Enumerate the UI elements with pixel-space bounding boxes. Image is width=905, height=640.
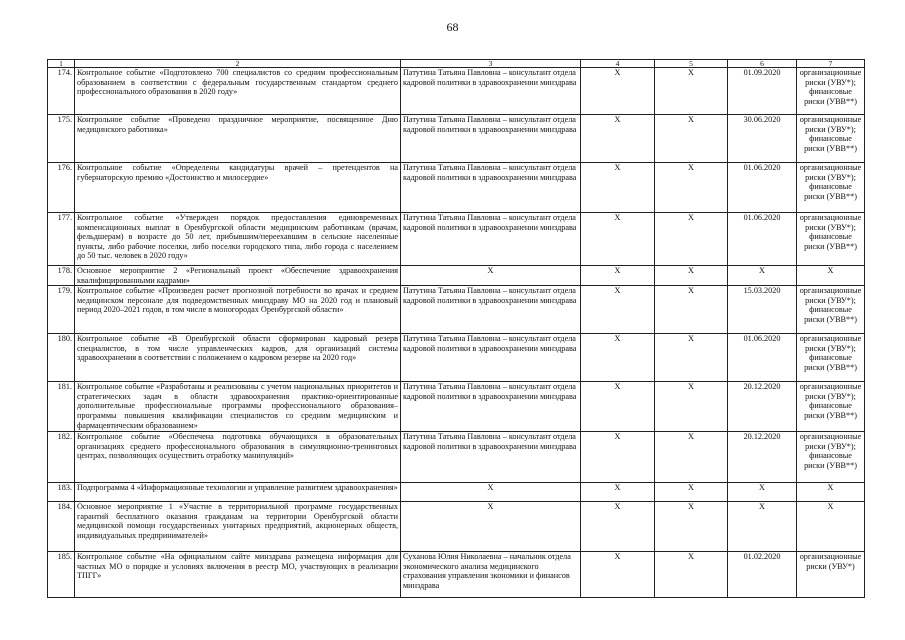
date-cell: 01.06.2020 bbox=[728, 334, 797, 382]
responsible-cell: Патутина Татьяна Павловна – консультант отдела кадровой политики в здравоохранении минздрава bbox=[401, 213, 581, 266]
column-4-cell: X bbox=[581, 432, 655, 483]
row-number-cell: 176. bbox=[48, 163, 75, 213]
header-cell: 3 bbox=[401, 60, 581, 68]
table-row bbox=[48, 115, 865, 163]
event-name-cell: Основное мероприятие 2 «Региональный проект «Обеспечение здравоохранения квалифицированными кадрами» bbox=[75, 266, 401, 286]
table-row bbox=[48, 382, 865, 432]
column-5-cell: X bbox=[655, 115, 728, 163]
responsible-cell: Патутина Татьяна Павловна – консультант отдела кадровой политики в здравоохранении минздрава bbox=[401, 68, 581, 115]
row-number-cell: 182. bbox=[48, 432, 75, 483]
column-5-cell: X bbox=[655, 552, 728, 598]
risk-cell: организационные риски (УВУ*); финансовые риски (УВВ**) bbox=[797, 115, 865, 163]
responsible-cell: Патутина Татьяна Павловна – консультант отдела кадровой политики в здравоохранении минздрава bbox=[401, 286, 581, 334]
column-5-cell: X bbox=[655, 483, 728, 502]
column-4-cell: X bbox=[581, 115, 655, 163]
date-cell: 01.02.2020 bbox=[728, 552, 797, 598]
page-number: 68 bbox=[446, 20, 459, 34]
column-4-cell: X bbox=[581, 266, 655, 286]
header-cell: 2 bbox=[75, 60, 401, 68]
column-4-cell: X bbox=[581, 163, 655, 213]
table-header-row bbox=[48, 60, 865, 68]
column-5-cell: X bbox=[655, 213, 728, 266]
event-name-cell: Контрольное событие «Разработаны и реализованы с учетом национальных приоритетов и стратегических задач в области здравоохранения практико-ориентированные дополнительные профессиональные программы профессионального образования–программы повышения квалификации специалистов со средним медицинским и фармацевтическим образованием» bbox=[75, 382, 401, 432]
header-cell: 6 bbox=[728, 60, 797, 68]
date-cell: X bbox=[728, 502, 797, 552]
table-row bbox=[48, 483, 865, 502]
date-cell: 01.06.2020 bbox=[728, 213, 797, 266]
row-number-cell: 180. bbox=[48, 334, 75, 382]
responsible-cell: Патутина Татьяна Павловна – консультант отдела кадровой политики в здравоохранении минздрава bbox=[401, 382, 581, 432]
date-cell: 20.12.2020 bbox=[728, 382, 797, 432]
table-row bbox=[48, 552, 865, 598]
event-name-cell: Основное мероприятие 1 «Участие в территориальной программе государственных гарантий бесплатного оказания гражданам на территории Оренбургской области медицинской помощи государственных унитарных предприятий, акционерных обществ, индивидуальных предпринимателей» bbox=[75, 502, 401, 552]
column-5-cell: X bbox=[655, 334, 728, 382]
column-4-cell: X bbox=[581, 213, 655, 266]
table-row bbox=[48, 334, 865, 382]
risk-cell: организационные риски (УВУ*); финансовые риски (УВВ**) bbox=[797, 432, 865, 483]
date-cell: 30.06.2020 bbox=[728, 115, 797, 163]
row-number-cell: 185. bbox=[48, 552, 75, 598]
event-name-cell: Контрольное событие «На официальном сайте минздрава размещена информация для частных МО о порядке и условиях включения в реестр МО, участвующих в реализации ТПГГ» bbox=[75, 552, 401, 598]
risk-cell: X bbox=[797, 266, 865, 286]
responsible-cell: Патутина Татьяна Павловна – консультант отдела кадровой политики в здравоохранении минздрава bbox=[401, 432, 581, 483]
row-number-cell: 178. bbox=[48, 266, 75, 286]
table-row bbox=[48, 68, 865, 115]
responsible-cell: X bbox=[401, 483, 581, 502]
table-row bbox=[48, 286, 865, 334]
row-number-cell: 175. bbox=[48, 115, 75, 163]
column-4-cell: X bbox=[581, 483, 655, 502]
event-name-cell: Контрольное событие «В Оренбургской области сформирован кадровый резерв специалистов, в том числе управленческих кадров, для организаций системы здравоохранения в соответствии с положением о кадровом резерве на 2020 год» bbox=[75, 334, 401, 382]
header-cell: 5 bbox=[655, 60, 728, 68]
responsible-cell: Патутина Татьяна Павловна – консультант отдела кадровой политики в здравоохранении минздрава bbox=[401, 115, 581, 163]
event-name-cell: Контрольное событие «Определены кандидатуры врачей – претендентов на губернаторскую премию «Достоинство и милосердие» bbox=[75, 163, 401, 213]
row-number-cell: 181. bbox=[48, 382, 75, 432]
column-5-cell: X bbox=[655, 286, 728, 334]
date-cell: X bbox=[728, 483, 797, 502]
date-cell: 20.12.2020 bbox=[728, 432, 797, 483]
responsible-cell: Суханова Юлия Николаевна – начальник отдела экономического анализа медицинского страхования управления экономики и финансов минздрава bbox=[401, 552, 581, 598]
risk-cell: организационные риски (УВУ*); финансовые риски (УВВ**) bbox=[797, 163, 865, 213]
column-4-cell: X bbox=[581, 334, 655, 382]
row-number-cell: 177. bbox=[48, 213, 75, 266]
row-number-cell: 179. bbox=[48, 286, 75, 334]
event-name-cell: Контрольное событие «Проведено праздничное мероприятие, посвященное Дню медицинского работника» bbox=[75, 115, 401, 163]
risk-cell: X bbox=[797, 483, 865, 502]
risk-cell: организационные риски (УВУ*); финансовые риски (УВВ**) bbox=[797, 68, 865, 115]
date-cell: 01.09.2020 bbox=[728, 68, 797, 115]
date-cell: X bbox=[728, 266, 797, 286]
date-cell: 01.06.2020 bbox=[728, 163, 797, 213]
column-5-cell: X bbox=[655, 502, 728, 552]
column-4-cell: X bbox=[581, 382, 655, 432]
responsible-cell: X bbox=[401, 266, 581, 286]
table-row bbox=[48, 432, 865, 483]
column-5-cell: X bbox=[655, 432, 728, 483]
risk-cell: организационные риски (УВУ*); финансовые риски (УВВ**) bbox=[797, 382, 865, 432]
table-row bbox=[48, 502, 865, 552]
column-5-cell: X bbox=[655, 68, 728, 115]
row-number-cell: 183. bbox=[48, 483, 75, 502]
header-cell: 7 bbox=[797, 60, 865, 68]
responsible-cell: X bbox=[401, 502, 581, 552]
risk-cell: организационные риски (УВУ*); финансовые риски (УВВ**) bbox=[797, 213, 865, 266]
date-cell: 15.03.2020 bbox=[728, 286, 797, 334]
column-4-cell: X bbox=[581, 68, 655, 115]
header-cell: 1 bbox=[48, 60, 75, 68]
column-5-cell: X bbox=[655, 266, 728, 286]
column-5-cell: X bbox=[655, 163, 728, 213]
event-name-cell: Контрольное событие «Обеспечена подготовка обучающихся в образовательных организациях среднего профессионального образования в симуляционно-тренинговых центрах, позволяющих осуществить отработку манипуляций» bbox=[75, 432, 401, 483]
column-4-cell: X bbox=[581, 502, 655, 552]
row-number-cell: 174. bbox=[48, 68, 75, 115]
responsible-cell: Патутина Татьяна Павловна – консультант отдела кадровой политики в здравоохранении минздрава bbox=[401, 163, 581, 213]
event-name-cell: Подпрограмма 4 «Информационные технологии и управление развитием здравоохранения» bbox=[75, 483, 401, 502]
plan-table bbox=[47, 59, 865, 598]
table-row bbox=[48, 266, 865, 286]
row-number-cell: 184. bbox=[48, 502, 75, 552]
event-name-cell: Контрольное событие «Подготовлено 700 специалистов со средним профессиональным образованием в соответствии с федеральным государственным стандартом среднего профессионального образования в 2020 году» bbox=[75, 68, 401, 115]
risk-cell: X bbox=[797, 502, 865, 552]
column-4-cell: X bbox=[581, 552, 655, 598]
responsible-cell: Патутина Татьяна Павловна – консультант отдела кадровой политики в здравоохранении минздрава bbox=[401, 334, 581, 382]
event-name-cell: Контрольное событие «Утвержден порядок предоставления единовременных компенсационных выплат в Оренбургской области медицинским работникам (врачам, фельдшерам) в возрасте до 50 лет, прибывшим/переехавшим в сельские населенные пункты, либо рабочие поселки, либо поселки городского типа, либо города с населением до 50 тыс. человек в 2020 году» bbox=[75, 213, 401, 266]
risk-cell: организационные риски (УВУ*); финансовые риски (УВВ**) bbox=[797, 334, 865, 382]
table-row bbox=[48, 213, 865, 266]
risk-cell: организационные риски (УВУ*) bbox=[797, 552, 865, 598]
header-cell: 4 bbox=[581, 60, 655, 68]
risk-cell: организационные риски (УВУ*); финансовые риски (УВВ**) bbox=[797, 286, 865, 334]
table-row bbox=[48, 163, 865, 213]
column-5-cell: X bbox=[655, 382, 728, 432]
event-name-cell: Контрольное событие «Произведен расчет прогнозной потребности во врачах и среднем медицинском персонале для подведомственных минздраву МО на 2020 год и плановый период 2020–2021 годов, в том числе в моногородах Оренбургской области» bbox=[75, 286, 401, 334]
column-4-cell: X bbox=[581, 286, 655, 334]
